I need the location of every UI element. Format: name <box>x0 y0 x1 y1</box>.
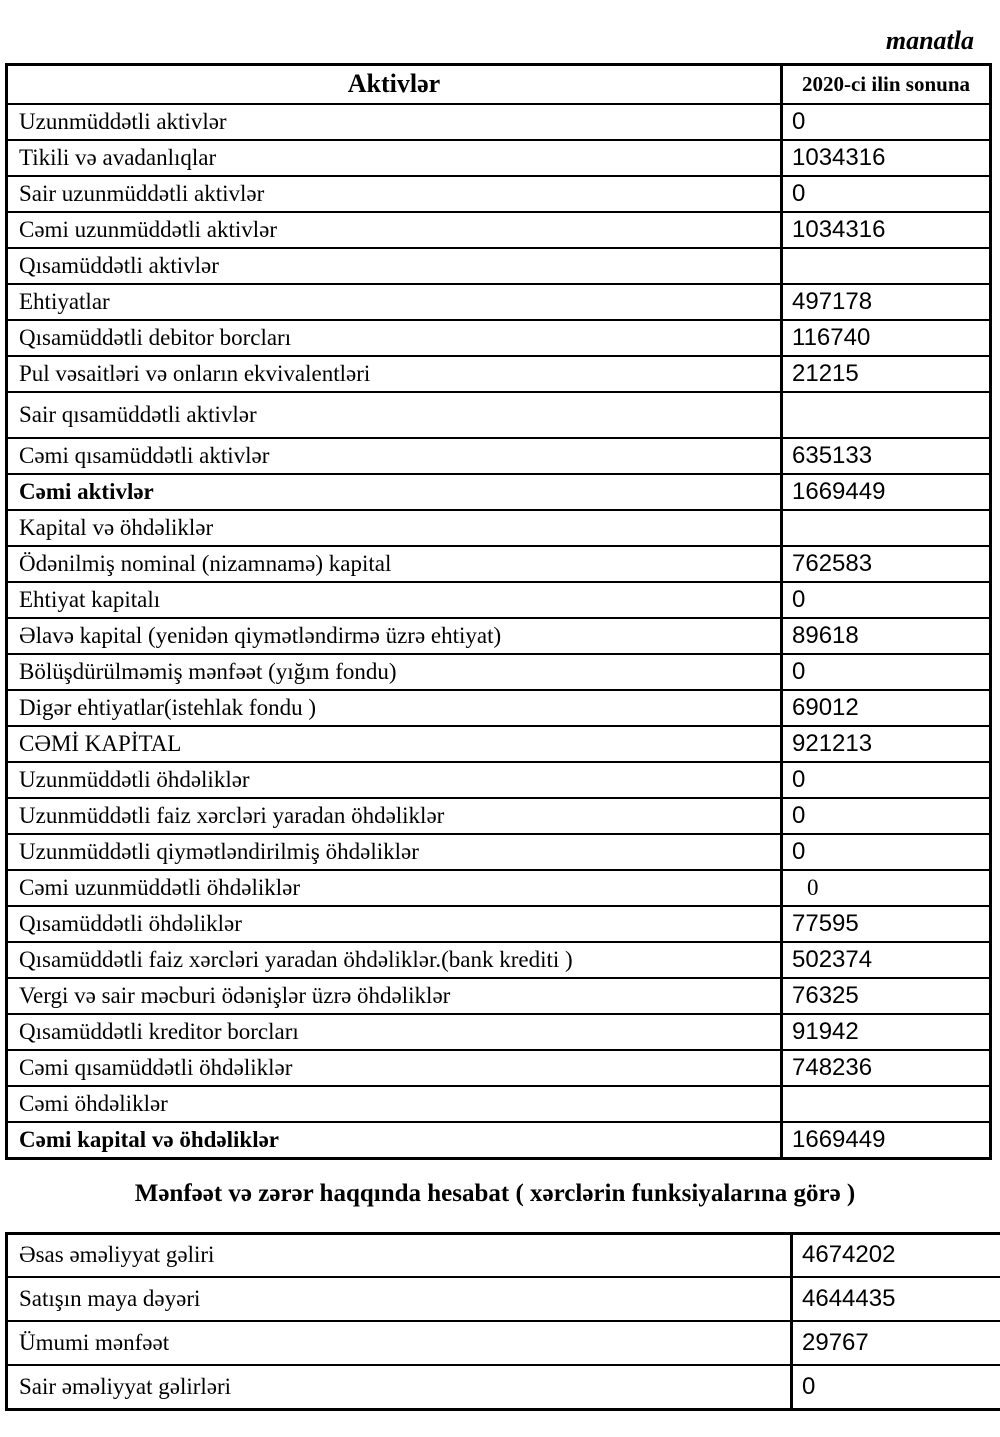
period-header-cell: 2020-ci ilin sonuna <box>782 64 991 104</box>
table-row <box>7 690 991 726</box>
row-value <box>782 248 991 284</box>
table-row <box>7 906 991 942</box>
table-row <box>7 1014 991 1050</box>
row-label: Uzunmüddətli faiz xərcləri yaradan öhdəliklər <box>7 798 782 834</box>
row-label: Qısamüddətli debitor borcları <box>7 320 782 356</box>
table-row <box>7 546 991 582</box>
row-value: 497178 <box>782 284 991 320</box>
currency-unit-note: manatla <box>885 26 974 55</box>
table-row <box>7 510 991 546</box>
row-label: Sair qısamüddətli aktivlər <box>7 392 782 438</box>
table-row <box>7 582 991 618</box>
table-row <box>7 834 991 870</box>
row-value: 0 <box>782 176 991 212</box>
row-value: 762583 <box>782 546 991 582</box>
row-value: 0 <box>782 582 991 618</box>
table-row <box>7 140 991 176</box>
row-label: Uzunmüddətli qiymətləndirilmiş öhdəliklər <box>7 834 782 870</box>
row-label: Əsas əməliyyat gəliri <box>7 1233 792 1277</box>
row-label: Tikili və avadanlıqlar <box>7 140 782 176</box>
table-row <box>7 474 991 510</box>
row-value: 502374 <box>782 942 991 978</box>
table-row <box>7 356 991 392</box>
table-row <box>7 942 991 978</box>
table-row <box>7 104 991 140</box>
row-value: 29767 <box>792 1321 1000 1365</box>
row-value: 0 <box>782 104 991 140</box>
row-value: 921213 <box>782 726 991 762</box>
row-label: Digər ehtiyatlar(istehlak fondu ) <box>7 690 782 726</box>
row-value: 116740 <box>782 320 991 356</box>
row-value: 1669449 <box>782 1122 991 1158</box>
row-label: Uzunmüddətli öhdəliklər <box>7 762 782 798</box>
table-row <box>7 654 991 690</box>
table-row <box>7 392 991 438</box>
row-label: Cəmi kapital və öhdəliklər <box>7 1122 782 1158</box>
income-statement-table <box>5 1232 1000 1411</box>
row-value: 1669449 <box>782 474 991 510</box>
row-label: Cəmi qısamüddətli aktivlər <box>7 438 782 474</box>
row-label: Kapital və öhdəliklər <box>7 510 782 546</box>
row-label: Cəmi aktivlər <box>7 474 782 510</box>
row-label: Əlavə kapital (yenidən qiymətləndirmə üzrə ehtiyat) <box>7 618 782 654</box>
table-row <box>7 870 991 906</box>
row-value: 1034316 <box>782 212 991 248</box>
row-value: 69012 <box>782 690 991 726</box>
row-label: Ehtiyat kapitalı <box>7 582 782 618</box>
row-value: 21215 <box>782 356 991 392</box>
row-value: 0 <box>782 762 991 798</box>
table-row <box>7 176 991 212</box>
row-value <box>782 510 991 546</box>
table-row <box>7 438 991 474</box>
row-label: Uzunmüddətli aktivlər <box>7 104 782 140</box>
row-value: 1034316 <box>782 140 991 176</box>
row-value: 91942 <box>782 1014 991 1050</box>
row-label: Cəmi uzunmüddətli aktivlər <box>7 212 782 248</box>
row-label: Ödənilmiş nominal (nizamnamə) kapital <box>7 546 782 582</box>
row-label: Ümumi mənfəət <box>7 1321 792 1365</box>
table-row <box>7 1122 991 1158</box>
table-row <box>7 1277 1000 1321</box>
table-row <box>7 618 991 654</box>
row-value: 0 <box>792 1365 1000 1409</box>
table-row <box>7 762 991 798</box>
table-row <box>7 1050 991 1086</box>
table-row <box>7 284 991 320</box>
table-row <box>7 1233 1000 1277</box>
table-row <box>7 798 991 834</box>
row-value: 76325 <box>782 978 991 1014</box>
table-row <box>7 978 991 1014</box>
row-value: 89618 <box>782 618 991 654</box>
row-label: CƏMİ KAPİTAL <box>7 726 782 762</box>
table-row <box>7 726 991 762</box>
row-label: Satışın maya dəyəri <box>7 1277 792 1321</box>
row-value: 748236 <box>782 1050 991 1086</box>
row-label: Sair uzunmüddətli aktivlər <box>7 176 782 212</box>
row-value: 0 <box>782 870 991 906</box>
table-row <box>7 320 991 356</box>
balance-sheet-table <box>5 63 992 1160</box>
row-label: Cəmi öhdəliklər <box>7 1086 782 1122</box>
row-value: 77595 <box>782 906 991 942</box>
row-label: Bölüşdürülməmiş mənfəət (yığım fondu) <box>7 654 782 690</box>
row-value: 4674202 <box>792 1233 1000 1277</box>
row-value: 0 <box>782 834 991 870</box>
row-label: Qısamüddətli kreditor borcları <box>7 1014 782 1050</box>
income-statement-heading: Mənfəət və zərər haqqında hesabat ( xərclərin funksiyalarına görə ) <box>134 1179 856 1207</box>
row-label: Qısamüddətli öhdəliklər <box>7 906 782 942</box>
table-row <box>7 1365 1000 1409</box>
row-label: Cəmi qısamüddətli öhdəliklər <box>7 1050 782 1086</box>
balance-sheet-header-row <box>7 64 991 104</box>
assets-header-cell: Aktivlər <box>7 64 782 104</box>
row-value: 4644435 <box>792 1277 1000 1321</box>
row-value: 635133 <box>782 438 991 474</box>
table-row <box>7 1086 991 1122</box>
row-label: Sair əməliyyat gəlirləri <box>7 1365 792 1409</box>
row-value <box>782 1086 991 1122</box>
row-value: 0 <box>782 798 991 834</box>
row-label: Pul vəsaitləri və onların ekvivalentləri <box>7 356 782 392</box>
row-value <box>782 392 991 438</box>
row-value: 0 <box>782 654 991 690</box>
table-row <box>7 212 991 248</box>
row-label: Ehtiyatlar <box>7 284 782 320</box>
row-label: Cəmi uzunmüddətli öhdəliklər <box>7 870 782 906</box>
table-row <box>7 248 991 284</box>
row-label: Qısamüddətli faiz xərcləri yaradan öhdəliklər.(bank krediti ) <box>7 942 782 978</box>
table-row <box>7 1321 1000 1365</box>
row-label: Qısamüddətli aktivlər <box>7 248 782 284</box>
row-label: Vergi və sair məcburi ödənişlər üzrə öhdəliklər <box>7 978 782 1014</box>
